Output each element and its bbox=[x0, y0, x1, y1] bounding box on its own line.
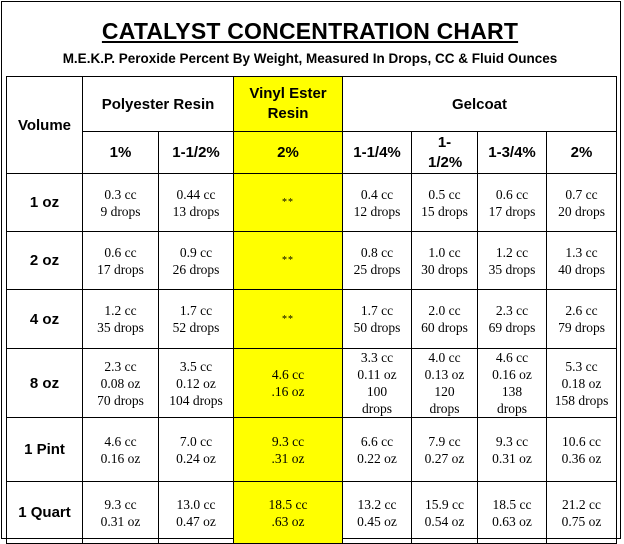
volume-label: 1 oz bbox=[7, 174, 83, 232]
dosage-line: ** bbox=[282, 197, 294, 208]
dosage-line: 69 drops bbox=[488, 320, 536, 335]
dosage-cell bbox=[343, 174, 412, 232]
dosage-cell bbox=[478, 418, 547, 482]
dosage-line: 0.24 oz bbox=[176, 450, 216, 466]
table-row bbox=[7, 174, 617, 232]
dosage-line: 138 bbox=[501, 384, 523, 399]
dosage-line: 0.54 oz bbox=[424, 513, 465, 529]
dosage-line: 0.27 oz bbox=[424, 450, 465, 466]
dosage-line: 2.3 cc bbox=[104, 358, 137, 374]
dosage-line: 0.45 oz bbox=[357, 513, 397, 529]
percent-header: 2% bbox=[234, 132, 343, 174]
dosage-cell bbox=[478, 290, 547, 349]
dosage-cell bbox=[547, 290, 617, 349]
dosage-line: 15.9 cc bbox=[425, 496, 464, 512]
dosage-cell bbox=[343, 290, 412, 349]
table-row bbox=[7, 290, 617, 349]
dosage-cell bbox=[478, 232, 547, 290]
dosage-cell bbox=[83, 232, 159, 290]
dosage-cell bbox=[343, 232, 412, 290]
dosage-line: 3.3 cc bbox=[360, 350, 394, 365]
dosage-cell bbox=[83, 349, 159, 418]
polyester-header: Polyester Resin bbox=[83, 77, 234, 132]
gelcoat-header: Gelcoat bbox=[343, 77, 617, 132]
percent-header: 2% bbox=[547, 132, 617, 174]
dosage-cell bbox=[412, 418, 478, 482]
dosage-cell bbox=[547, 174, 617, 232]
dosage-line: 104 drops bbox=[169, 392, 223, 408]
percent-header: 1-1/2% bbox=[159, 132, 234, 174]
dosage-line: 7.9 cc bbox=[428, 433, 461, 449]
dosage-line: 158 drops bbox=[554, 392, 609, 408]
dosage-line: 10.6 cc bbox=[562, 433, 601, 449]
dosage-line: 0.13 oz bbox=[424, 367, 465, 382]
dosage-line: 18.5 cc bbox=[492, 496, 532, 512]
dosage-line: drops bbox=[497, 401, 527, 416]
volume-header: Volume bbox=[7, 77, 83, 174]
dosage-cell bbox=[547, 418, 617, 482]
dosage-line: 0.08 oz bbox=[100, 375, 141, 391]
dosage-cell bbox=[159, 482, 234, 544]
dosage-cell bbox=[159, 232, 234, 290]
dosage-line: 6.6 cc bbox=[360, 433, 394, 449]
dosage-line: 0.4 cc bbox=[360, 186, 394, 202]
dosage-line: 40 drops bbox=[558, 261, 605, 277]
dosage-line: 0.11 oz bbox=[357, 367, 397, 382]
dosage-line: 0.63 oz bbox=[492, 513, 532, 529]
table-row bbox=[7, 232, 617, 290]
dosage-line: 0.75 oz bbox=[561, 513, 602, 529]
dosage-line: drops bbox=[362, 401, 392, 416]
dosage-line: 7.0 cc bbox=[179, 433, 213, 449]
dosage-cell bbox=[547, 349, 617, 418]
dosage-line: .63 oz bbox=[271, 513, 305, 529]
dosage-line: 0.6 cc bbox=[495, 186, 529, 202]
dosage-line: 13.0 cc bbox=[176, 496, 216, 512]
dosage-cell bbox=[412, 174, 478, 232]
dosage-line: 25 drops bbox=[353, 261, 401, 277]
dosage-cell bbox=[159, 418, 234, 482]
dosage-line: 0.6 cc bbox=[104, 244, 137, 260]
dosage-line: 4.0 cc bbox=[428, 350, 461, 365]
volume-label: 8 oz bbox=[7, 349, 83, 418]
volume-label: 1 Pint bbox=[7, 418, 83, 482]
dosage-cell bbox=[234, 482, 343, 544]
dosage-cell bbox=[83, 290, 159, 349]
dosage-cell bbox=[234, 174, 343, 232]
dosage-cell bbox=[547, 232, 617, 290]
dosage-cell bbox=[234, 290, 343, 349]
dosage-line: 30 drops bbox=[421, 261, 468, 277]
percent-header: 1-1/4% bbox=[343, 132, 412, 174]
dosage-line: 0.7 cc bbox=[565, 186, 598, 202]
dosage-line: 5.3 cc bbox=[565, 358, 598, 374]
dosage-cell bbox=[412, 482, 478, 544]
dosage-line: 15 drops bbox=[421, 203, 468, 219]
dosage-cell bbox=[83, 418, 159, 482]
dosage-cell bbox=[159, 174, 234, 232]
dosage-cell bbox=[83, 482, 159, 544]
dosage-line: 4.6 cc bbox=[271, 367, 305, 382]
dosage-line: 0.12 oz bbox=[176, 375, 216, 391]
dosage-line: 13.2 cc bbox=[357, 496, 397, 512]
vinyl-header: Vinyl Ester Resin bbox=[234, 77, 343, 132]
dosage-line: 4.6 cc bbox=[104, 433, 137, 449]
dosage-line: 0.5 cc bbox=[428, 186, 461, 202]
dosage-line: 0.8 cc bbox=[360, 244, 394, 260]
dosage-line: 9.3 cc bbox=[271, 433, 305, 449]
dosage-line: 9.3 cc bbox=[495, 433, 529, 449]
dosage-line: 20 drops bbox=[558, 203, 605, 219]
volume-label: 1 Quart bbox=[7, 482, 83, 544]
dosage-line: 9.3 cc bbox=[104, 496, 137, 512]
dosage-line: ** bbox=[282, 313, 294, 325]
dosage-line: 21.2 cc bbox=[562, 496, 601, 512]
dosage-line: 0.44 cc bbox=[176, 186, 216, 202]
dosage-line: 0.18 oz bbox=[561, 375, 602, 391]
dosage-line: 0.16 oz bbox=[492, 367, 532, 382]
dosage-cell bbox=[234, 418, 343, 482]
dosage-line: 70 drops bbox=[97, 392, 144, 408]
dosage-line: 12 drops bbox=[353, 203, 401, 219]
dosage-line: .31 oz bbox=[271, 450, 305, 466]
dosage-line: 0.9 cc bbox=[179, 244, 213, 260]
dosage-line: 0.16 oz bbox=[100, 450, 141, 466]
dosage-line: 60 drops bbox=[421, 320, 468, 335]
dosage-line: 1.7 cc bbox=[179, 303, 213, 318]
dosage-line: 35 drops bbox=[97, 320, 144, 335]
dosage-cell bbox=[478, 174, 547, 232]
dosage-line: .16 oz bbox=[271, 384, 305, 399]
dosage-line: drops bbox=[429, 401, 460, 416]
dosage-line: 18.5 cc bbox=[268, 496, 308, 512]
dosage-line: 26 drops bbox=[172, 261, 220, 277]
dosage-cell bbox=[343, 482, 412, 544]
dosage-line: 17 drops bbox=[97, 261, 144, 277]
dosage-line: 3.5 cc bbox=[179, 358, 213, 374]
dosage-line: 2.3 cc bbox=[495, 303, 529, 318]
dosage-line: ** bbox=[282, 255, 294, 266]
dosage-line: 9 drops bbox=[100, 203, 141, 219]
dosage-line: 0.36 oz bbox=[561, 450, 602, 466]
dosage-cell bbox=[412, 349, 478, 418]
group-header-row bbox=[7, 77, 617, 132]
percent-header: 1-3/4% bbox=[478, 132, 547, 174]
dosage-cell bbox=[343, 418, 412, 482]
dosage-line: 0.31 oz bbox=[492, 450, 532, 466]
percent-header-row bbox=[7, 132, 617, 174]
dosage-cell bbox=[412, 232, 478, 290]
dosage-line: 0.22 oz bbox=[357, 450, 397, 466]
dosage-line: 13 drops bbox=[172, 203, 220, 219]
volume-label: 4 oz bbox=[7, 290, 83, 349]
dosage-cell bbox=[234, 349, 343, 418]
dosage-line: 0.47 oz bbox=[176, 513, 216, 529]
dosage-line: 52 drops bbox=[172, 320, 220, 335]
dosage-cell bbox=[83, 174, 159, 232]
dosage-line: 79 drops bbox=[558, 320, 605, 335]
chart-title: CATALYST CONCENTRATION CHART bbox=[101, 18, 519, 44]
volume-label: 2 oz bbox=[7, 232, 83, 290]
dosage-line: 2.0 cc bbox=[428, 303, 461, 318]
dosage-line: 0.31 oz bbox=[100, 513, 141, 529]
dosage-line: 1.7 cc bbox=[360, 303, 394, 318]
dosage-line: 0.3 cc bbox=[104, 186, 137, 202]
dosage-line: 4.6 cc bbox=[495, 350, 529, 365]
dosage-line: 1.2 cc bbox=[495, 244, 529, 260]
dosage-cell bbox=[478, 482, 547, 544]
dosage-cell bbox=[159, 349, 234, 418]
chart-subtitle: M.E.K.P. Peroxide Percent By Weight, Measured In Drops, CC & Fluid Ounces bbox=[62, 51, 558, 66]
dosage-line: 1.3 cc bbox=[565, 244, 598, 260]
percent-header: 1% bbox=[83, 132, 159, 174]
dosage-line: 50 drops bbox=[353, 320, 401, 335]
dosage-line: 1.0 cc bbox=[428, 244, 461, 260]
dosage-line: 17 drops bbox=[488, 203, 536, 219]
dosage-cell bbox=[234, 232, 343, 290]
dosage-cell bbox=[159, 290, 234, 349]
percent-header: 1-1/2% bbox=[412, 132, 478, 174]
dosage-line: 100 bbox=[366, 384, 388, 399]
concentration-table bbox=[6, 76, 617, 544]
dosage-cell bbox=[412, 290, 478, 349]
dosage-line: 35 drops bbox=[488, 261, 536, 277]
dosage-cell bbox=[547, 482, 617, 544]
dosage-line: 1.2 cc bbox=[104, 303, 137, 318]
dosage-cell bbox=[343, 349, 412, 418]
table-row bbox=[7, 482, 617, 544]
dosage-line: 120 bbox=[434, 384, 455, 399]
table-row bbox=[7, 418, 617, 482]
table-row bbox=[7, 349, 617, 418]
dosage-line: 2.6 cc bbox=[565, 303, 598, 318]
dosage-cell bbox=[478, 349, 547, 418]
